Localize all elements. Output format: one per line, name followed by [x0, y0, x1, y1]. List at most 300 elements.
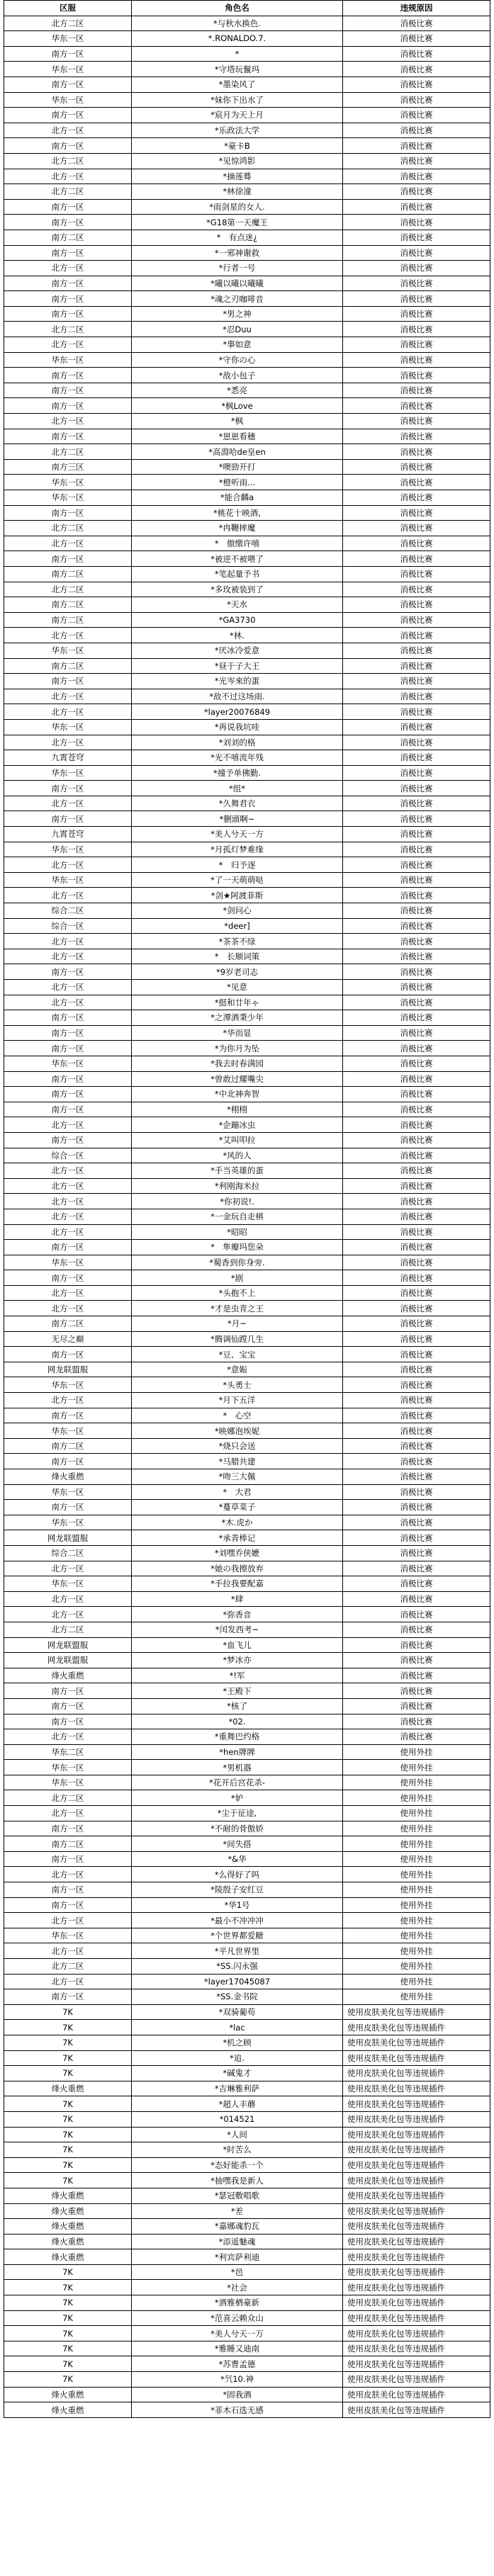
table-row — [4, 2096, 490, 2112]
server-cell: 南方一区 — [4, 1270, 132, 1286]
reason-cell: 消极比赛 — [343, 1087, 490, 1102]
reason-cell: 消极比赛 — [343, 964, 490, 980]
table-row — [4, 1148, 490, 1163]
role-name-cell: *差 — [132, 2203, 343, 2219]
table-row — [4, 62, 490, 77]
reason-cell: 使用皮肤美化包等违规插件 — [343, 2326, 490, 2341]
table-row — [4, 2295, 490, 2311]
server-cell: 北方一区 — [4, 1194, 132, 1209]
reason-cell: 消极比赛 — [343, 765, 490, 781]
server-cell: 烽火重燃 — [4, 2188, 132, 2203]
role-name-cell: *与秋水换色. — [132, 16, 343, 31]
table-row — [4, 903, 490, 919]
role-name-cell: *桃花十映酒, — [132, 505, 343, 521]
table-row — [4, 138, 490, 154]
role-name-cell: *木.虎か — [132, 1515, 343, 1530]
server-cell: 7K — [4, 2295, 132, 2311]
table-row — [4, 108, 490, 123]
server-cell: 华东一区 — [4, 490, 132, 506]
table-row — [4, 1913, 490, 1928]
role-name-cell: *抽嘿我是新人 — [132, 2173, 343, 2188]
reason-cell: 消极比赛 — [343, 153, 490, 169]
table-row — [4, 566, 490, 582]
server-cell: 南方一区 — [4, 551, 132, 567]
header-row — [4, 1, 490, 16]
server-cell: 南方一区 — [4, 811, 132, 827]
reason-cell: 消极比赛 — [343, 199, 490, 215]
reason-cell: 消极比赛 — [343, 1117, 490, 1133]
server-cell: 南方二区 — [4, 612, 132, 628]
table-row — [4, 842, 490, 857]
role-name-cell: *之潭酒秉少年 — [132, 1010, 343, 1026]
table-row — [4, 245, 490, 261]
server-cell: 综合一区 — [4, 918, 132, 934]
server-cell: 网龙联盟服 — [4, 1637, 132, 1653]
role-name-cell: *02. — [132, 1714, 343, 1729]
server-cell: 南方一区 — [4, 108, 132, 123]
table-row — [4, 306, 490, 322]
server-cell: 北方二区 — [4, 1959, 132, 1975]
table-row — [4, 2387, 490, 2402]
table-row — [4, 1469, 490, 1485]
reason-cell: 消极比赛 — [343, 123, 490, 138]
reason-cell: 消极比赛 — [343, 872, 490, 888]
table-row — [4, 765, 490, 781]
reason-cell: 消极比赛 — [343, 1224, 490, 1240]
role-name-cell: *厌冰冷爱意 — [132, 643, 343, 658]
role-name-cell: *腾调仙蹚几生 — [132, 1331, 343, 1347]
table-row — [4, 1331, 490, 1347]
table-row — [4, 1102, 490, 1117]
server-cell: 华东一区 — [4, 1377, 132, 1393]
server-cell: 南方一区 — [4, 306, 132, 322]
role-name-cell: *忍Duu — [132, 322, 343, 337]
server-cell: 南方一区 — [4, 1102, 132, 1117]
reason-cell: 使用皮肤美化包等违规插件 — [343, 2050, 490, 2066]
reason-cell: 使用皮肤美化包等违规插件 — [343, 2341, 490, 2356]
role-name-cell: * 有点迷¿ — [132, 230, 343, 245]
server-cell: 北方二区 — [4, 153, 132, 169]
reason-cell: 消极比赛 — [343, 995, 490, 1010]
table-row — [4, 827, 490, 842]
role-name-cell: *组* — [132, 781, 343, 796]
server-cell: 北方一区 — [4, 735, 132, 750]
role-name-cell: *菲木石选无感 — [132, 2402, 343, 2418]
role-name-cell: *社会 — [132, 2280, 343, 2295]
table-row — [4, 1714, 490, 1729]
server-cell: 南方一区 — [4, 1071, 132, 1087]
reason-cell: 消极比赛 — [343, 903, 490, 919]
server-cell: 南方一区 — [4, 1087, 132, 1102]
reason-cell: 使用外挂 — [343, 1806, 490, 1821]
reason-cell: 消极比赛 — [343, 643, 490, 658]
role-name-cell: *行者一号 — [132, 261, 343, 276]
reason-cell: 消极比赛 — [343, 1393, 490, 1408]
role-name-cell: *栩栩 — [132, 1102, 343, 1117]
table-row — [4, 230, 490, 245]
reason-cell: 消极比赛 — [343, 1025, 490, 1041]
role-name-cell: *刘刘的格 — [132, 735, 343, 750]
reason-cell: 消极比赛 — [343, 490, 490, 506]
reason-cell: 消极比赛 — [343, 108, 490, 123]
reason-cell: 消极比赛 — [343, 1438, 490, 1454]
reason-cell: 消极比赛 — [343, 1530, 490, 1546]
server-cell: 南方一区 — [4, 674, 132, 689]
table-row — [4, 2020, 490, 2035]
reason-cell: 使用外挂 — [343, 1928, 490, 1943]
server-cell: 北方二区 — [4, 582, 132, 597]
table-row — [4, 811, 490, 827]
server-cell: 华东一区 — [4, 1056, 132, 1071]
server-cell: 北方一区 — [4, 949, 132, 964]
role-name-cell: *机之顾 — [132, 2035, 343, 2050]
server-cell: 烽火重燃 — [4, 2203, 132, 2219]
role-name-cell: *华而显 — [132, 1025, 343, 1041]
role-name-cell: *头抱不上 — [132, 1285, 343, 1301]
role-name-cell: *头勇士 — [132, 1377, 343, 1393]
table-row — [4, 1637, 490, 1653]
role-name-cell: *敌不过这场雨. — [132, 689, 343, 704]
role-name-cell: *豆、宝宝 — [132, 1347, 343, 1362]
reason-cell: 消极比赛 — [343, 781, 490, 796]
table-row — [4, 1989, 490, 2005]
reason-cell: 消极比赛 — [343, 1148, 490, 1163]
table-row — [4, 398, 490, 414]
table-row — [4, 704, 490, 720]
table-row — [4, 888, 490, 903]
role-name-cell: *么得好了吗 — [132, 1867, 343, 1882]
table-row — [4, 2402, 490, 2418]
reason-cell: 消极比赛 — [343, 1576, 490, 1592]
role-name-cell: *橙听雨... — [132, 475, 343, 490]
role-name-cell: *SS.闪永强 — [132, 1959, 343, 1975]
role-name-cell: *艾叫叩拉 — [132, 1132, 343, 1148]
server-cell: 北方一区 — [4, 1867, 132, 1882]
role-name-cell: *妒 — [132, 1790, 343, 1806]
role-name-cell: *时苦么 — [132, 2142, 343, 2158]
table-row — [4, 2341, 490, 2356]
table-row — [4, 383, 490, 398]
table-row — [4, 2173, 490, 2188]
server-cell: 7K — [4, 2157, 132, 2173]
role-name-cell: *双骑葡苟 — [132, 2004, 343, 2020]
reason-cell: 使用皮肤美化包等违规插件 — [343, 2249, 490, 2265]
reason-cell: 消极比赛 — [343, 536, 490, 551]
reason-cell: 使用皮肤美化包等违规插件 — [343, 2157, 490, 2173]
table-row — [4, 2111, 490, 2127]
header-role-name: 角色名 — [132, 1, 343, 16]
server-cell: 北方一区 — [4, 1393, 132, 1408]
table-row — [4, 1362, 490, 1377]
reason-cell: 消极比赛 — [343, 1209, 490, 1224]
table-row — [4, 597, 490, 613]
reason-cell: 消极比赛 — [343, 1362, 490, 1377]
table-row — [4, 980, 490, 995]
table-row — [4, 352, 490, 368]
reason-cell: 消极比赛 — [343, 215, 490, 230]
role-name-cell: *雅睡又迪南 — [132, 2341, 343, 2356]
role-name-cell: *尘于征途, — [132, 1806, 343, 1821]
reason-cell: 消极比赛 — [343, 1515, 490, 1530]
server-cell: 南方三区 — [4, 459, 132, 475]
reason-cell: 消极比赛 — [343, 1255, 490, 1270]
reason-cell: 消极比赛 — [343, 704, 490, 720]
server-cell: 北方一区 — [4, 123, 132, 138]
role-name-cell: *雨剑星的女人. — [132, 199, 343, 215]
reason-cell: 消极比赛 — [343, 582, 490, 597]
reason-cell: 消极比赛 — [343, 1500, 490, 1515]
table-row — [4, 781, 490, 796]
role-name-cell: *为你月为坠 — [132, 1041, 343, 1056]
table-row — [4, 169, 490, 184]
table-row — [4, 949, 490, 964]
server-cell: 华东一区 — [4, 352, 132, 368]
server-cell: 南方一区 — [4, 429, 132, 444]
server-cell: 北方一区 — [4, 1974, 132, 1989]
role-name-cell: *血飞儿 — [132, 1637, 343, 1653]
server-cell: 7K — [4, 2035, 132, 2050]
table-row — [4, 2310, 490, 2326]
role-name-cell: *平凡世界里 — [132, 1943, 343, 1959]
server-cell: 华东一区 — [4, 1576, 132, 1592]
reason-cell: 使用皮肤美化包等违规插件 — [343, 2310, 490, 2326]
reason-cell: 消极比赛 — [343, 1270, 490, 1286]
server-cell: 网龙联盟服 — [4, 1362, 132, 1377]
role-name-cell: *昼于子大王 — [132, 658, 343, 674]
reason-cell: 消极比赛 — [343, 949, 490, 964]
reason-cell: 消极比赛 — [343, 169, 490, 184]
role-name-cell: *剑问心 — [132, 903, 343, 919]
table-row — [4, 2157, 490, 2173]
role-name-cell: *追. — [132, 2050, 343, 2066]
table-row — [4, 1867, 490, 1882]
role-name-cell: *能合麟a — [132, 490, 343, 506]
role-name-cell: *月孤灯梦难缘 — [132, 842, 343, 857]
server-cell: 南方一区 — [4, 245, 132, 261]
server-cell: 北方一区 — [4, 169, 132, 184]
table-row — [4, 1959, 490, 1975]
role-name-cell: *崽崽看穗 — [132, 429, 343, 444]
reason-cell: 使用皮肤美化包等违规插件 — [343, 2295, 490, 2311]
reason-cell: 消极比赛 — [343, 597, 490, 613]
role-name-cell: *多玫被装到了 — [132, 582, 343, 597]
table-row — [4, 1025, 490, 1041]
table-row — [4, 322, 490, 337]
table-row — [4, 414, 490, 429]
table-row — [4, 153, 490, 169]
table-row — [4, 2280, 490, 2295]
server-cell: 南方二区 — [4, 1438, 132, 1454]
server-cell: 烽火重燃 — [4, 1469, 132, 1485]
role-name-cell: *一金玩自走棋 — [132, 1209, 343, 1224]
server-cell: 南方一区 — [4, 1240, 132, 1255]
server-cell: 北方一区 — [4, 1607, 132, 1622]
role-name-cell: *守塔玩鬣玛 — [132, 62, 343, 77]
reason-cell: 消极比赛 — [343, 337, 490, 353]
role-name-cell: *014521 — [132, 2111, 343, 2127]
reason-cell: 消极比赛 — [343, 1408, 490, 1423]
role-name-cell: * 长顺词策 — [132, 949, 343, 964]
server-cell: 南方二区 — [4, 1316, 132, 1332]
server-cell: 网龙联盟服 — [4, 1653, 132, 1668]
table-row — [4, 184, 490, 200]
reason-cell: 消极比赛 — [343, 1194, 490, 1209]
table-row — [4, 291, 490, 307]
table-row — [4, 1897, 490, 1913]
reason-cell: 消极比赛 — [343, 750, 490, 766]
table-row — [4, 1591, 490, 1607]
reason-cell: 使用外挂 — [343, 1867, 490, 1882]
role-name-cell: *hen牌牌 — [132, 1744, 343, 1760]
server-cell: 北方一区 — [4, 1591, 132, 1607]
role-name-cell: * 傲缴许嘻 — [132, 536, 343, 551]
reason-cell: 消极比赛 — [343, 1469, 490, 1485]
reason-cell: 使用皮肤美化包等违规插件 — [343, 2387, 490, 2402]
table-row — [4, 796, 490, 811]
role-name-cell: *吻三大佩 — [132, 1469, 343, 1485]
table-row — [4, 1500, 490, 1515]
server-cell: 九霄苍穹 — [4, 750, 132, 766]
reason-cell: 消极比赛 — [343, 475, 490, 490]
server-cell: 南方一区 — [4, 964, 132, 980]
table-row — [4, 2035, 490, 2050]
server-cell: 北方二区 — [4, 444, 132, 460]
server-cell: 华东一区 — [4, 1775, 132, 1790]
server-cell: 南方一区 — [4, 1698, 132, 1714]
role-name-cell: *核了 — [132, 1698, 343, 1714]
server-cell: 7K — [4, 2020, 132, 2035]
role-name-cell: *天水 — [132, 597, 343, 613]
reason-cell: 使用皮肤美化包等违规插件 — [343, 2035, 490, 2050]
table-row — [4, 1851, 490, 1867]
table-row — [4, 1240, 490, 1255]
table-row — [4, 1423, 490, 1439]
server-cell: 南方二区 — [4, 566, 132, 582]
reason-cell: 消极比赛 — [343, 444, 490, 460]
table-row — [4, 261, 490, 276]
role-name-cell: *久舞君衣 — [132, 796, 343, 811]
role-name-cell: *她の我擦放弃 — [132, 1561, 343, 1576]
server-cell: 南方一区 — [4, 1989, 132, 2005]
reason-cell: 消极比赛 — [343, 1316, 490, 1332]
role-name-cell: * 心空 — [132, 1408, 343, 1423]
reason-cell: 使用皮肤美化包等违规插件 — [343, 2372, 490, 2388]
reason-cell: 使用皮肤美化包等违规插件 — [343, 2173, 490, 2188]
reason-cell: 消极比赛 — [343, 1178, 490, 1194]
server-cell: 北方二区 — [4, 1790, 132, 1806]
table-row — [4, 1393, 490, 1408]
server-cell: 北方一区 — [4, 1561, 132, 1576]
role-name-cell: *被逆不被喂了 — [132, 551, 343, 567]
table-row — [4, 628, 490, 643]
role-name-cell: *事如意 — [132, 337, 343, 353]
server-cell: 北方一区 — [4, 1209, 132, 1224]
table-row — [4, 857, 490, 873]
server-cell: 南方一区 — [4, 276, 132, 291]
reason-cell: 消极比赛 — [343, 261, 490, 276]
table-row — [4, 1576, 490, 1592]
role-name-cell: *见惊鸿影 — [132, 153, 343, 169]
reason-cell: 使用外挂 — [343, 1836, 490, 1852]
role-name-cell: *枫 — [132, 414, 343, 429]
reason-cell: 使用皮肤美化包等违规插件 — [343, 2066, 490, 2081]
table-row — [4, 337, 490, 353]
server-cell: 北方二区 — [4, 184, 132, 200]
table-row — [4, 1775, 490, 1790]
reason-cell: 消极比赛 — [343, 1240, 490, 1255]
reason-cell: 消极比赛 — [343, 658, 490, 674]
server-cell: 7K — [4, 2264, 132, 2280]
server-cell: 7K — [4, 2004, 132, 2020]
server-cell: 华东一区 — [4, 1760, 132, 1775]
role-name-cell: *敌小包子 — [132, 368, 343, 383]
role-name-cell: *利宾萨利迪 — [132, 2249, 343, 2265]
server-cell: 北方一区 — [4, 888, 132, 903]
server-cell: 7K — [4, 2326, 132, 2341]
server-cell: 南方一区 — [4, 215, 132, 230]
server-cell: 北方一区 — [4, 704, 132, 720]
role-name-cell: *layer20076849 — [132, 704, 343, 720]
role-name-cell: *肆 — [132, 1591, 343, 1607]
reason-cell: 使用外挂 — [343, 1744, 490, 1760]
role-name-cell: *陵殷子安红豆 — [132, 1882, 343, 1898]
reason-cell: 消极比赛 — [343, 1683, 490, 1699]
server-cell: 北方二区 — [4, 16, 132, 31]
role-name-cell: *吉琳雅利萨 — [132, 2081, 343, 2096]
table-row — [4, 92, 490, 108]
role-name-cell: *蜀香到你身旁. — [132, 1255, 343, 1270]
reason-cell: 消极比赛 — [343, 1714, 490, 1729]
server-cell: 烽火重燃 — [4, 2219, 132, 2235]
table-row — [4, 2264, 490, 2280]
role-name-cell: *光岑來的蛋 — [132, 674, 343, 689]
role-name-cell: *瑟冠敷唱歌 — [132, 2188, 343, 2203]
table-row — [4, 31, 490, 47]
reason-cell: 消极比赛 — [343, 628, 490, 643]
server-cell: 华东一区 — [4, 872, 132, 888]
server-cell: 北方一区 — [4, 261, 132, 276]
reason-cell: 消极比赛 — [343, 459, 490, 475]
server-cell: 北方一区 — [4, 628, 132, 643]
reason-cell: 消极比赛 — [343, 138, 490, 154]
role-name-cell: *刘嘿乔侠嬷 — [132, 1545, 343, 1561]
reason-cell: 使用皮肤美化包等违规插件 — [343, 2219, 490, 2235]
table-row — [4, 872, 490, 888]
role-name-cell: *GA3730 — [132, 612, 343, 628]
reason-cell: 消极比赛 — [343, 1301, 490, 1316]
server-cell: 华东一区 — [4, 1928, 132, 1943]
table-row — [4, 123, 490, 138]
table-row — [4, 934, 490, 949]
role-name-cell: *魂之刃咖啡音 — [132, 291, 343, 307]
server-cell: 南方一区 — [4, 1500, 132, 1515]
table-row — [4, 536, 490, 551]
server-cell: 北方一区 — [4, 1163, 132, 1179]
server-cell: 北方一区 — [4, 1806, 132, 1821]
server-cell: 南方一区 — [4, 77, 132, 92]
table-row — [4, 2004, 490, 2020]
role-name-cell: * 隼瓣玛您朵 — [132, 1240, 343, 1255]
server-cell: 烽火重燃 — [4, 2249, 132, 2265]
server-cell: 南方二区 — [4, 1836, 132, 1852]
server-cell: 南方二区 — [4, 658, 132, 674]
reason-cell: 使用外挂 — [343, 1913, 490, 1928]
role-name-cell: *我去时春满园 — [132, 1056, 343, 1071]
table-row — [4, 1928, 490, 1943]
table-row — [4, 2356, 490, 2372]
role-name-cell: *了一天萌萌哒 — [132, 872, 343, 888]
reason-cell: 消极比赛 — [343, 1454, 490, 1469]
